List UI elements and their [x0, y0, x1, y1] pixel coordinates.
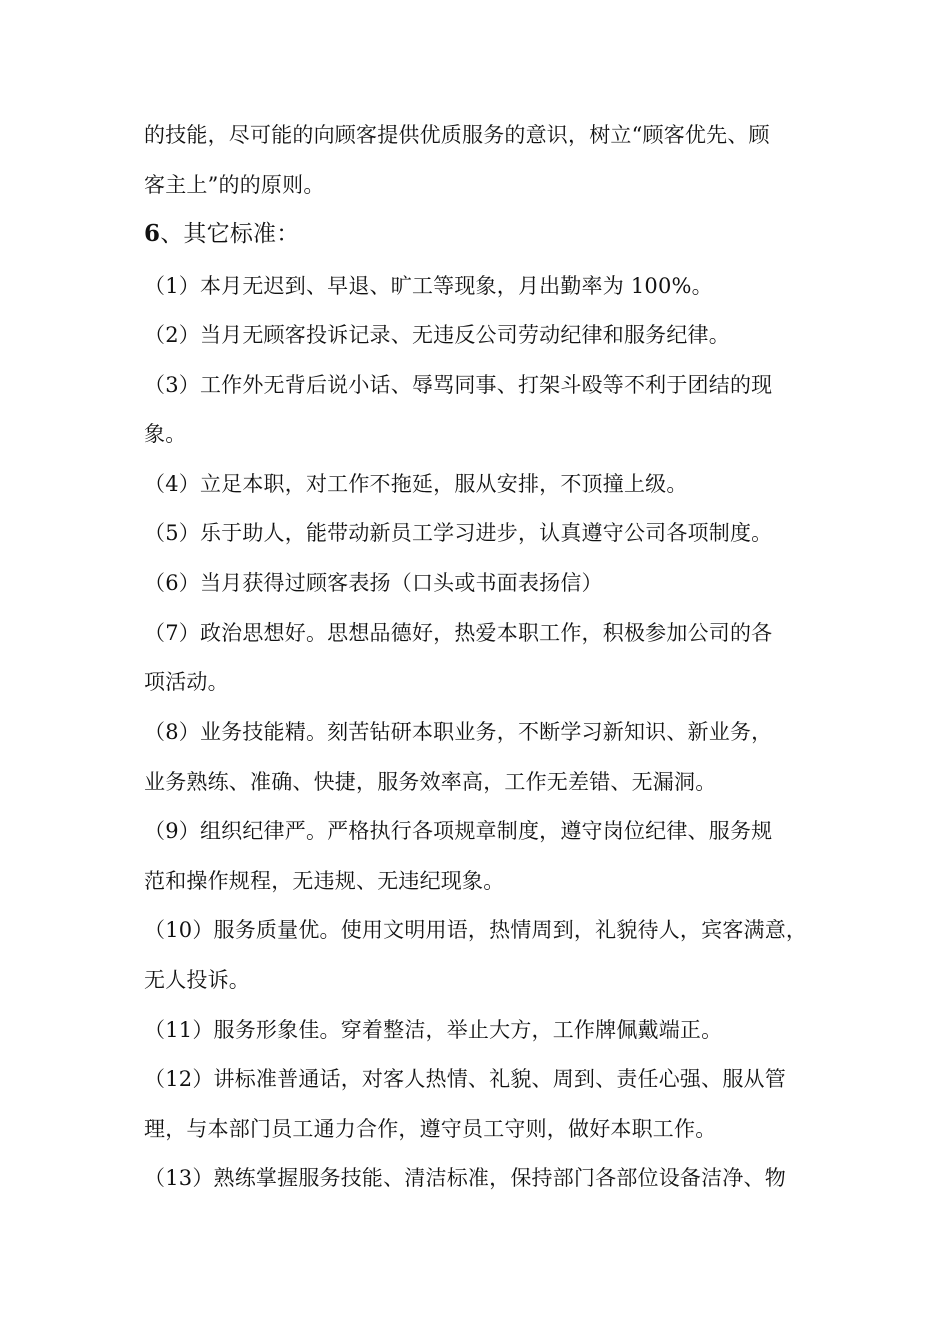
list-item-8-cont: 业务熟练、准确、快捷，服务效率高，工作无差错、无漏洞。	[144, 770, 717, 794]
list-item-2: （2）当月无顾客投诉记录、无违反公司劳动纪律和服务纪律。	[144, 323, 730, 347]
list-item-3: （3）工作外无背后说小话、辱骂同事、打架斗殴等不利于团结的现	[144, 373, 773, 397]
list-item-11: （11）服务形象佳。穿着整洁，举止大方，工作牌佩戴端正。	[144, 1018, 723, 1042]
list-item-1: （1）本月无迟到、早退、旷工等现象，月出勤率为 100%。	[144, 274, 713, 298]
list-item-7-cont: 项活动。	[144, 670, 229, 694]
list-item-10: （10）服务质量优。使用文明用语，热情周到，礼貌待人，宾客满意，	[144, 918, 808, 942]
list-item-5: （5）乐于助人，能带动新员工学习进步，认真遵守公司各项制度。	[144, 521, 773, 545]
intro-line: 的技能，尽可能的向顾客提供优质服务的意识，树立“顾客优先、顾	[144, 123, 770, 147]
list-item-13: （13）熟练掌握服务技能、清洁标准，保持部门各部位设备洁净、物	[144, 1166, 786, 1190]
list-item-8: （8）业务技能精。刻苦钻研本职业务，不断学习新知识、新业务，	[144, 720, 773, 744]
section-heading	[144, 219, 814, 249]
list-item-10-cont: 无人投诉。	[144, 968, 250, 992]
list-item-12-cont: 理，与本部门员工通力合作，遵守员工守则，做好本职工作。	[144, 1117, 717, 1141]
list-item-4: （4）立足本职，对工作不拖延，服从安排，不顶撞上级。	[144, 472, 688, 496]
list-item-3-cont: 象。	[144, 422, 187, 446]
list-item-9: （9）组织纪律严。严格执行各项规章制度，遵守岗位纪律、服务规	[144, 819, 773, 843]
list-item-7: （7）政治思想好。思想品德好，热爱本职工作，积极参加公司的各	[144, 621, 773, 645]
intro-line: 客主上”的的原则。	[144, 173, 325, 197]
section-number: 6	[144, 220, 161, 247]
list-item-12: （12）讲标准普通话，对客人热情、礼貌、周到、责任心强、服从管	[144, 1067, 786, 1091]
section-title: 、其它标准：	[160, 221, 300, 247]
list-item-9-cont: 范和操作规程，无违规、无违纪现象。	[144, 869, 505, 893]
list-item-6: （6）当月获得过顾客表扬（口头或书面表扬信）	[144, 571, 603, 595]
